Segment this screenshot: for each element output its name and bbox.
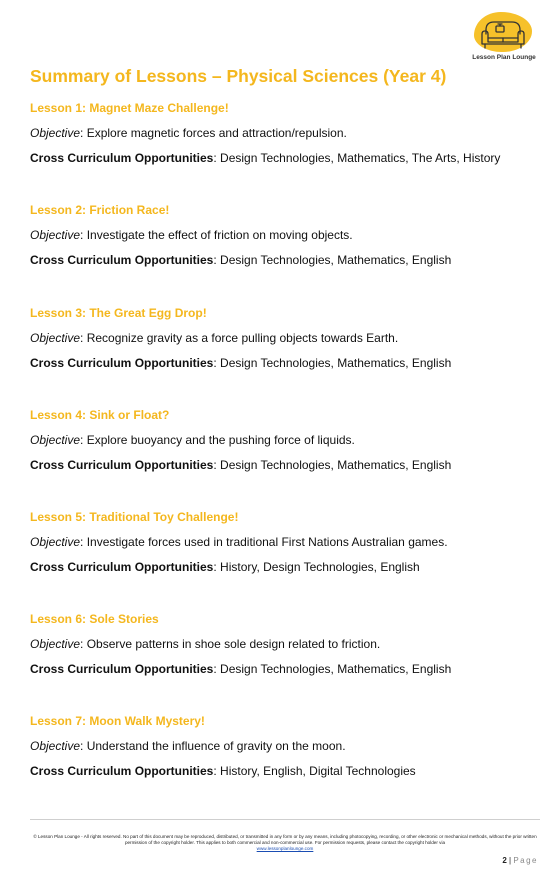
cross-label: Cross Curriculum Opportunities <box>30 662 214 676</box>
page-separator: | <box>506 856 514 865</box>
cross-label: Cross Curriculum Opportunities <box>30 764 214 778</box>
lesson-objective <box>30 637 540 662</box>
lesson-block <box>30 203 540 278</box>
page-number <box>502 856 538 865</box>
objective-text: : Understand the influence of gravity on the moon. <box>80 739 346 753</box>
lesson-title: Lesson 4: Sink or Float? <box>30 408 170 422</box>
lesson-block <box>30 101 540 176</box>
objective-label: Objective <box>30 739 81 753</box>
lesson-objective <box>30 126 540 151</box>
lesson-title: Lesson 6: Sole Stories <box>30 612 159 626</box>
objective-text: : Observe patterns in shoe sole design related to friction. <box>80 637 381 651</box>
footer-website-link[interactable]: www.lessonplanlounge.com <box>256 846 314 851</box>
lesson-cross-curriculum <box>30 458 540 483</box>
objective-label: Objective <box>30 126 81 140</box>
lesson-objective <box>30 331 540 356</box>
lesson-objective <box>30 433 540 458</box>
lesson-cross-curriculum <box>30 151 540 176</box>
lesson-cross-curriculum <box>30 662 540 687</box>
sofa-icon <box>478 16 528 52</box>
copyright-text: © Lesson Plan Lounge - All rights reserved. No part of this document may be reproduced, distributed, or transmitted in any form or by any means, including photocopying, recording, or other electronic or mechanical methods, without the prior written permission of the copyright holder. This applies to both commercial and non-commercial use. For permission requests, please contact the copyright holder via <box>33 834 537 845</box>
cross-text: : Design Technologies, Mathematics, English <box>213 458 452 472</box>
lesson-objective <box>30 535 540 560</box>
objective-label: Objective <box>30 637 81 651</box>
lesson-block <box>30 612 540 687</box>
page-word: Page <box>513 856 538 865</box>
lesson-cross-curriculum <box>30 560 540 585</box>
cross-text: : Design Technologies, Mathematics, English <box>213 662 452 676</box>
lesson-title: Lesson 1: Magnet Maze Challenge! <box>30 101 229 115</box>
cross-label: Cross Curriculum Opportunities <box>30 356 214 370</box>
cross-label: Cross Curriculum Opportunities <box>30 560 214 574</box>
objective-label: Objective <box>30 331 81 345</box>
objective-text: : Explore magnetic forces and attraction/repulsion. <box>80 126 347 140</box>
footer-divider <box>30 819 540 820</box>
cross-text: : Design Technologies, Mathematics, English <box>213 253 452 267</box>
lesson-cross-curriculum <box>30 253 540 278</box>
lesson-title: Lesson 2: Friction Race! <box>30 203 170 217</box>
cross-text: : Design Technologies, Mathematics, English <box>213 356 452 370</box>
lesson-block <box>30 510 540 585</box>
lesson-plan-lounge-logo <box>468 8 540 66</box>
cross-text: : Design Technologies, Mathematics, The Arts, History <box>213 151 501 165</box>
logo-text: Lesson Plan Lounge <box>472 54 536 61</box>
cross-text: : History, English, Digital Technologies <box>213 764 416 778</box>
lesson-title: Lesson 7: Moon Walk Mystery! <box>30 714 205 728</box>
objective-text: : Investigate the effect of friction on moving objects. <box>80 228 353 242</box>
cross-label: Cross Curriculum Opportunities <box>30 151 214 165</box>
lesson-cross-curriculum <box>30 764 540 789</box>
objective-text: : Recognize gravity as a force pulling objects towards Earth. <box>80 331 399 345</box>
objective-text: : Investigate forces used in traditional First Nations Australian games. <box>80 535 448 549</box>
lesson-title: Lesson 5: Traditional Toy Challenge! <box>30 510 239 524</box>
lesson-block <box>30 408 540 483</box>
cross-text: : History, Design Technologies, English <box>213 560 420 574</box>
lesson-objective <box>30 739 540 764</box>
cross-label: Cross Curriculum Opportunities <box>30 253 214 267</box>
lesson-cross-curriculum <box>30 356 540 381</box>
lesson-title: Lesson 3: The Great Egg Drop! <box>30 306 207 320</box>
page-title: Summary of Lessons – Physical Sciences (Year 4) <box>30 66 447 86</box>
page-number-value: 2 <box>502 856 507 865</box>
objective-label: Objective <box>30 433 81 447</box>
lesson-block <box>30 306 540 381</box>
lesson-objective <box>30 228 540 253</box>
footer-copyright <box>30 834 540 852</box>
objective-label: Objective <box>30 535 81 549</box>
objective-text: : Explore buoyancy and the pushing force of liquids. <box>80 433 355 447</box>
cross-label: Cross Curriculum Opportunities <box>30 458 214 472</box>
objective-label: Objective <box>30 228 81 242</box>
lesson-block <box>30 714 540 789</box>
